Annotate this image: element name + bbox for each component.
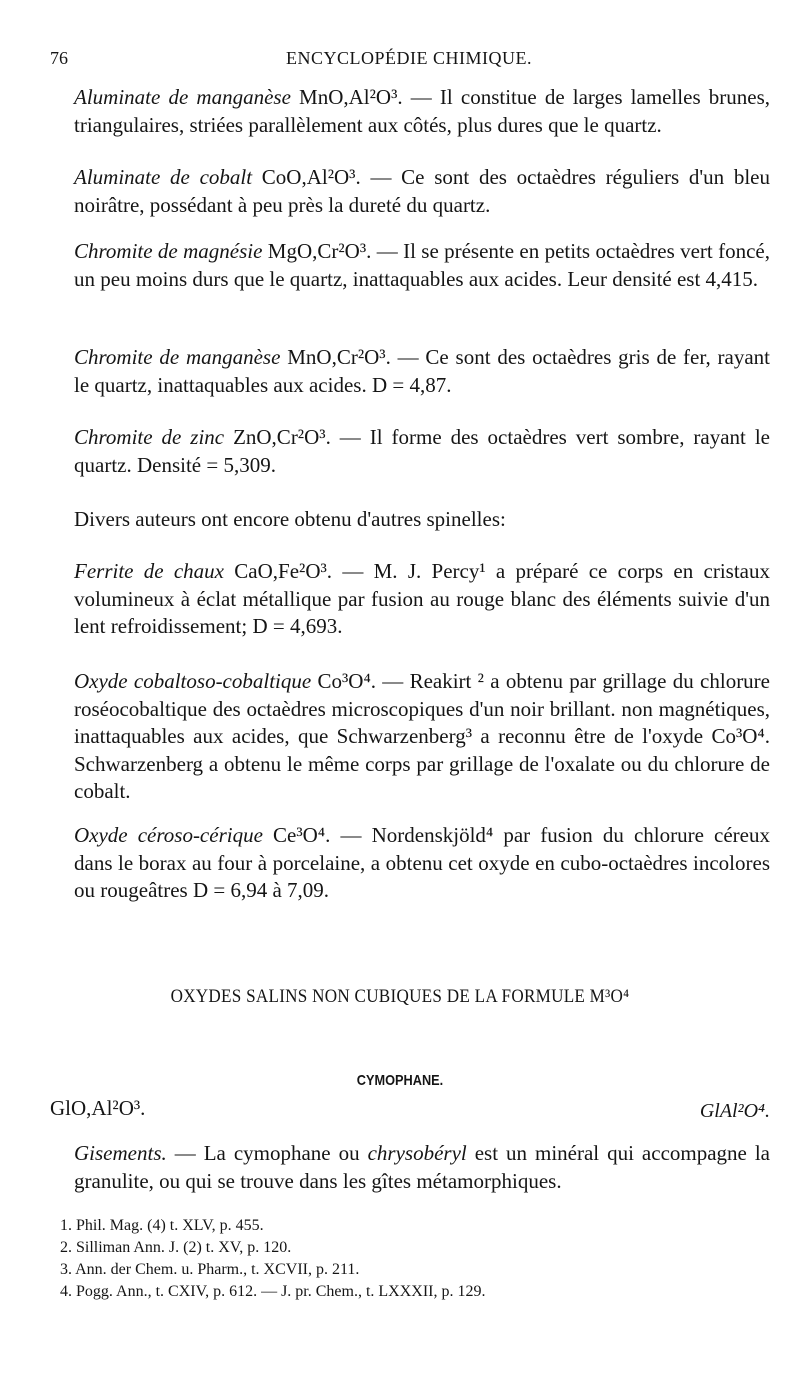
footnote-1: 1. Phil. Mag. (4) t. XLV, p. 455.: [60, 1217, 264, 1234]
entry-title: Chromite de manganèse: [74, 345, 281, 369]
entry-title: Chromite de magnésie: [74, 239, 263, 263]
entry-title: Aluminate de cobalt: [74, 165, 253, 189]
footnote-3: 3. Ann. der Chem. u. Pharm., t. XCVII, p. 211.: [60, 1261, 360, 1278]
entry-text: — Nordenskjöld⁴ par fusion du chlorure céreux dans le borax au four à porcelaine, a obtenu cet oxyde en cubo-octaèdres incolores ou rougeâtres D = 6,94 à 7,09.: [74, 823, 770, 902]
paragraph-gisements: [50, 1140, 770, 1195]
entry-formula: MnO,Cr²O³.: [287, 345, 391, 369]
entry-text: — Ce sont des octaèdres gris de fer, rayant le quartz, inattaquables aux acides. D = 4,87.: [74, 345, 771, 397]
running-title: ENCYCLOPÉDIE CHIMIQUE.: [286, 48, 532, 68]
entry-text: — Il forme des octaèdres vert sombre, rayant le quartz. Densité = 5,309.: [74, 425, 770, 477]
paragraph-oxyde-ceroso-cerique: [50, 822, 770, 905]
entry-text: est un minéral qui accompagne la granulite, ou qui se trouve dans les gîtes métamorphiques.: [74, 1141, 770, 1193]
entry-italic: chrysobéryl: [367, 1141, 467, 1165]
entry-title: Ferrite de chaux: [74, 559, 225, 583]
entry-title: Oxyde cobaltoso-cobaltique: [74, 669, 312, 693]
page-number: 76: [50, 48, 68, 68]
entry-text: — Il constitue de larges lamelles brunes, triangulaires, striées parallèlement aux côtés, plus dures que le quartz.: [74, 85, 771, 137]
paragraph-chromite-zinc: [50, 424, 770, 479]
footnote-4: 4. Pogg. Ann., t. CXIV, p. 612. — J. pr. Chem., t. LXXXII, p. 129.: [60, 1283, 486, 1300]
entry-text: Divers auteurs ont encore obtenu d'autres spinelles:: [74, 507, 506, 531]
paragraph-aluminate-manganese: [50, 84, 770, 139]
entry-text: — Reakirt ² a obtenu par grillage du chlorure roséocobaltique des octaèdres microscopiques d'un noir brillant. non magnétiques, inattaquables aux acides, que Schwarzenberg³ a reconnu être de l'oxyde Co³O⁴. Schwarzenberg a obtenu le même corps par grillage de l'oxalate ou du chlorure de cobalt.: [74, 669, 770, 803]
entry-title: Oxyde céroso-cérique: [74, 823, 263, 847]
formula-right: GlAl²O⁴.: [699, 1100, 770, 1122]
entry-text: — Ce sont des octaèdres réguliers d'un bleu noirâtre, possédant à peu près la dureté du quartz.: [74, 165, 770, 217]
entry-formula: Ce³O⁴.: [273, 823, 331, 847]
subsection-title: CYMOPHANE.: [356, 1072, 444, 1089]
entry-formula: CoO,Al²O³.: [261, 165, 361, 189]
paragraph-aluminate-cobalt: [50, 164, 770, 219]
paragraph-divers-auteurs: [50, 506, 770, 534]
paragraph-oxyde-cobaltoso-cobaltique: [50, 668, 770, 806]
entry-title: Chromite de zinc: [74, 425, 225, 449]
footnote-2: 2. Silliman Ann. J. (2) t. XV, p. 120.: [60, 1239, 292, 1256]
paragraph-chromite-manganese: [50, 344, 770, 399]
entry-text: — La cymophane ou: [166, 1141, 368, 1165]
entry-text: — M. J. Percy¹ a préparé ce corps en cristaux volumineux à éclat métallique par fusion au rouge blanc des éléments suivie d'un lent refroidissement; D = 4,693.: [74, 559, 770, 638]
paragraph-ferrite-chaux: [50, 558, 770, 641]
page-header: [50, 48, 768, 72]
section-title: OXYDES SALINS NON CUBIQUES DE LA FORMULE M³O⁴: [170, 986, 630, 1007]
entry-title: Aluminate de manganèse: [74, 85, 291, 109]
entry-formula: ZnO,Cr²O³.: [233, 425, 331, 449]
entry-formula: Co³O⁴.: [317, 669, 377, 693]
formula-left: GlO,Al²O³.: [50, 1096, 146, 1120]
paragraph-chromite-magnesie: [50, 238, 770, 293]
entry-formula: MnO,Al²O³.: [299, 85, 403, 109]
entry-formula: MgO,Cr²O³.: [267, 239, 372, 263]
entry-text: — Il se présente en petits octaèdres vert foncé, un peu moins durs que le quartz, inattaquables aux acides. Leur densité est 4,415.: [74, 239, 770, 291]
entry-formula: CaO,Fe²O³.: [234, 559, 333, 583]
entry-title: Gisements.: [74, 1141, 167, 1165]
